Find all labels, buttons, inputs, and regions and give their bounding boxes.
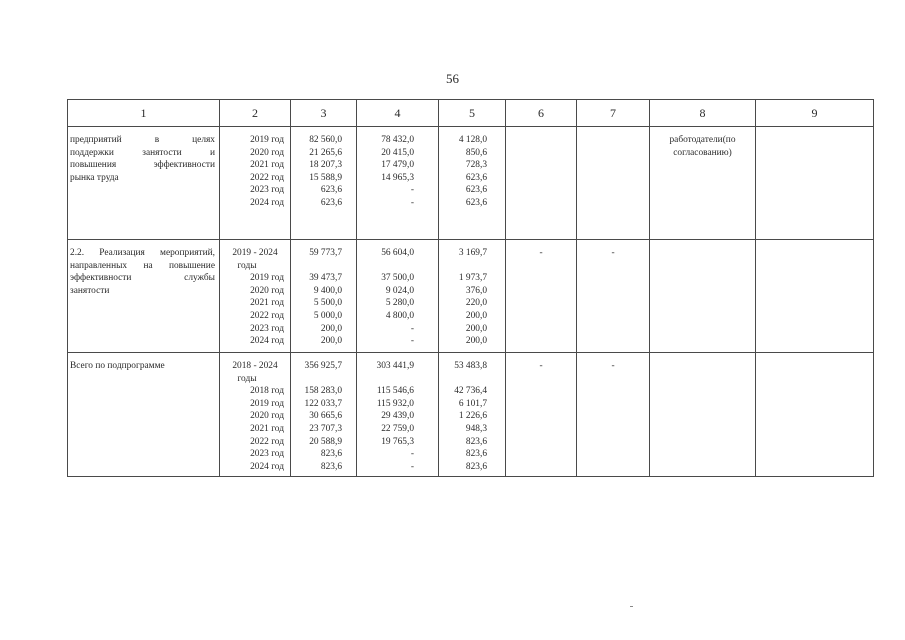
period-range-unit: годы (237, 373, 257, 384)
amount-value: 122 033,7 (304, 398, 342, 409)
year-label: 2023 год (250, 185, 284, 196)
measure-name-line: направленных на повышение (70, 260, 215, 271)
amount-cell-5 (439, 353, 506, 477)
column-9-cell (756, 127, 874, 240)
amount-total: 303 441,9 (376, 361, 414, 371)
measure-name-line: занятости (70, 285, 110, 296)
measure-name-line: повышения эффективности (70, 160, 215, 171)
executor-cell (650, 240, 756, 353)
amount-value: 19 765,3 (381, 436, 414, 447)
amount-cell-3 (291, 127, 357, 240)
column-header-5: 5 (439, 100, 506, 127)
amount-value: 20 415,0 (381, 147, 414, 158)
measure-name-line: 2.2. Реализация мероприятий, (70, 248, 215, 258)
measure-name-line: поддержки занятости и (70, 147, 215, 158)
measure-name-line: предприятий в целях (70, 135, 215, 145)
table-row (68, 353, 874, 477)
amount-cell-3 (291, 240, 357, 353)
page-number: 56 (446, 71, 459, 86)
executor-line: (по согласованию) (673, 135, 736, 158)
column-header-6: 6 (506, 100, 577, 127)
amount-value: 29 439,0 (381, 411, 414, 422)
year-label: 2023 год (250, 449, 284, 460)
amount-value: 948,3 (465, 423, 487, 434)
executor-cell (650, 353, 756, 477)
amount-value: 623,6 (320, 185, 342, 196)
amount-value: 17 479,0 (381, 160, 414, 171)
column-7-cell: - (577, 240, 650, 353)
amount-value: 823,6 (320, 449, 342, 460)
scan-mark (630, 606, 633, 607)
year-label: 2022 год (250, 436, 284, 447)
amount-value: 823,6 (465, 436, 487, 447)
amount-value: 5 500,0 (313, 298, 342, 309)
year-label: 2021 год (250, 423, 284, 434)
amount-value: 200,0 (320, 336, 342, 347)
column-header-3: 3 (291, 100, 357, 127)
amount-value: 78 432,0 (381, 135, 414, 145)
amount-cell-5 (439, 127, 506, 240)
amount-value: 4 800,0 (385, 310, 414, 321)
program-table (67, 99, 874, 477)
amount-value: 158 283,0 (304, 386, 342, 397)
amount-value: 200,0 (465, 336, 487, 347)
period-cell (220, 127, 291, 240)
amount-value: 115 932,0 (376, 398, 414, 409)
column-header-7: 7 (577, 100, 650, 127)
amount-value: 823,6 (320, 461, 342, 472)
measure-name-line: эффективности службы (70, 273, 215, 284)
amount-value: 82 560,0 (309, 135, 342, 145)
period-cell (220, 240, 291, 353)
year-label: 2021 год (250, 160, 284, 171)
amount-value: 22 759,0 (381, 423, 414, 434)
year-label: 2024 год (250, 197, 284, 208)
amount-cell-4 (357, 240, 439, 353)
year-label: 2020 год (250, 147, 284, 158)
amount-value: 623,6 (465, 197, 487, 208)
amount-value: 42 736,4 (454, 386, 487, 397)
amount-value: 728,3 (465, 160, 487, 171)
year-label: 2020 год (250, 411, 284, 422)
header-row (68, 100, 874, 127)
amount-value: 18 207,3 (309, 160, 342, 171)
amount-total: 356 925,7 (304, 361, 342, 371)
year-label: 2018 год (250, 386, 284, 397)
amount-value: 623,6 (465, 172, 487, 183)
measure-name-cell (68, 353, 220, 477)
amount-value: 9 024,0 (385, 285, 414, 296)
year-label: 2024 год (250, 336, 284, 347)
amount-value: 39 473,7 (309, 273, 342, 284)
column-6-cell (506, 127, 577, 240)
amount-value: 15 588,9 (309, 172, 342, 183)
amount-value: 220,0 (465, 298, 487, 309)
column-header-2: 2 (220, 100, 291, 127)
amount-value: 1 973,7 (458, 273, 487, 284)
year-label: 2019 год (250, 273, 284, 284)
column-header-1: 1 (68, 100, 220, 127)
table-row (68, 127, 874, 240)
year-label: 2019 год (250, 135, 284, 145)
amount-value: 850,6 (465, 147, 487, 158)
measure-name-line: рынка труда (70, 172, 119, 183)
column-6-cell: - (506, 240, 577, 353)
amount-value: 20 588,9 (309, 436, 342, 447)
amount-value: 623,6 (320, 197, 342, 208)
amount-value: 14 965,3 (381, 172, 414, 183)
amount-value: 376,0 (465, 285, 487, 296)
amount-value: 6 101,7 (458, 398, 487, 409)
amount-cell-3 (291, 353, 357, 477)
year-label: 2023 год (250, 323, 284, 334)
period-cell (220, 353, 291, 477)
column-header-9: 9 (756, 100, 874, 127)
year-label: 2022 год (250, 172, 284, 183)
column-header-8: 8 (650, 100, 756, 127)
year-label: 2022 год (250, 310, 284, 321)
amount-value: 823,6 (465, 461, 487, 472)
period-range: 2018 - 2024 (232, 361, 278, 371)
measure-name-line: Всего по подпрограмме (70, 361, 165, 371)
amount-total: 53 483,8 (454, 361, 487, 371)
amount-cell-5 (439, 240, 506, 353)
amount-value: 5 000,0 (313, 310, 342, 321)
year-label: 2020 год (250, 285, 284, 296)
column-7-cell (577, 127, 650, 240)
period-range: 2019 - 2024 (232, 248, 278, 258)
amount-value: - (410, 323, 414, 334)
year-label: 2021 год (250, 298, 284, 309)
amount-value: - (410, 449, 414, 460)
amount-value: 1 226,6 (458, 411, 487, 422)
amount-value: 623,6 (465, 185, 487, 196)
amount-value: 23 707,3 (309, 423, 342, 434)
amount-value: 30 665,6 (309, 411, 342, 422)
amount-value: 200,0 (320, 323, 342, 334)
amount-value: - (410, 336, 414, 347)
amount-cell-4 (357, 353, 439, 477)
year-label: 2024 год (250, 461, 284, 472)
amount-total: 56 604,0 (381, 248, 414, 258)
amount-value: 115 546,6 (376, 386, 414, 397)
amount-cell-4 (357, 127, 439, 240)
column-9-cell (756, 240, 874, 353)
amount-value: 5 280,0 (385, 298, 414, 309)
period-range-unit: годы (237, 260, 257, 271)
column-9-cell (756, 353, 874, 477)
amount-value: - (410, 185, 414, 196)
executor-cell (650, 127, 756, 240)
amount-value: 21 265,6 (309, 147, 342, 158)
measure-name-cell (68, 127, 220, 240)
column-6-cell: - (506, 353, 577, 477)
executor-line: работодатели (669, 135, 723, 145)
column-7-cell: - (577, 353, 650, 477)
table-row (68, 240, 874, 353)
amount-total: 59 773,7 (309, 248, 342, 258)
amount-value: 37 500,0 (381, 273, 414, 284)
amount-total: 3 169,7 (458, 248, 487, 258)
amount-value: - (410, 197, 414, 208)
amount-value: 9 400,0 (313, 285, 342, 296)
amount-value: 200,0 (465, 323, 487, 334)
amount-value: 200,0 (465, 310, 487, 321)
year-label: 2019 год (250, 398, 284, 409)
amount-value: 4 128,0 (458, 135, 487, 145)
amount-value: 823,6 (465, 449, 487, 460)
measure-name-cell (68, 240, 220, 353)
column-header-4: 4 (357, 100, 439, 127)
amount-value: - (410, 461, 414, 472)
